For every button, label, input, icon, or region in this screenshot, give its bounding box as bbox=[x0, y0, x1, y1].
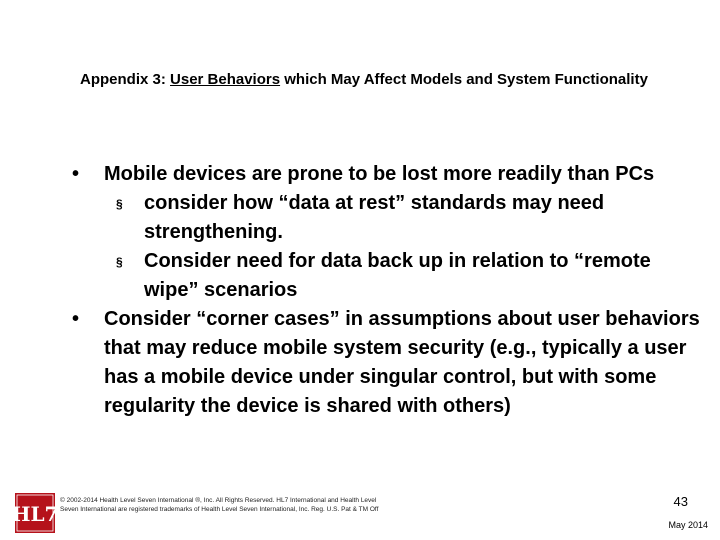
bullet-item bbox=[72, 305, 702, 421]
square-bullet-icon: § bbox=[116, 197, 123, 211]
bullet-dot-icon: • bbox=[72, 163, 80, 185]
hl7-logo bbox=[11, 493, 59, 533]
footer-date: May 2014 bbox=[668, 520, 708, 530]
square-bullet-icon: § bbox=[116, 255, 123, 269]
slide-title bbox=[80, 70, 700, 90]
sub-bullet-item bbox=[104, 247, 702, 305]
bullet-text: Consider “corner cases” in assumptions about user behaviors that may reduce mobile system security (e.g., typically a user has a mobile device under singular control, but with some regularity the device is shared with others) bbox=[104, 308, 700, 417]
title-prefix: Appendix 3: bbox=[80, 71, 171, 88]
page-number: 43 bbox=[673, 494, 688, 509]
copyright-notice: © 2002-2014 Health Level Seven International ®, Inc. All Rights Reserved. HL7 International and Health Level Seven International are registered trademarks of Health Level Seven International, Inc. Reg. U.S. Pat & TM Off bbox=[60, 497, 379, 513]
bullet-item bbox=[72, 160, 702, 189]
title-underlined: User Behaviors bbox=[170, 71, 281, 88]
sub-bullet-text: Consider need for data back up in relation to “remote wipe” scenarios bbox=[144, 250, 651, 301]
sub-bullet-item bbox=[104, 189, 702, 247]
title-suffix: which May Affect Models and System Functionality bbox=[280, 71, 648, 88]
bullet-subitems bbox=[72, 189, 702, 305]
sub-bullet-text: consider how “data at rest” standards may need strengthening. bbox=[144, 192, 605, 243]
logo-text: HL7 bbox=[11, 502, 59, 526]
slide-body bbox=[72, 160, 702, 421]
bullet-dot-icon: • bbox=[72, 308, 80, 330]
bullet-text: Mobile devices are prone to be lost more readily than PCs bbox=[104, 163, 655, 185]
